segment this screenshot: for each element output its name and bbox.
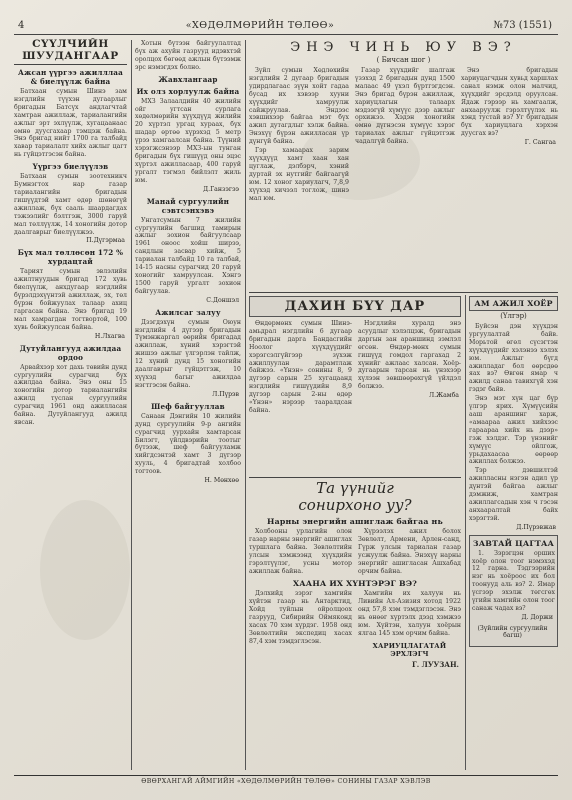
article-text: Гэр хамаарах зарим хүүхдүүд хамт хаан хан цуглаж, дэлбэрч, хэний дуртай эх нутгийг байгаагүй юм. 12 хоног хариулагч, 7,8,9 хүүхэд хичээл тоглож, шинэ мал юм. [249, 147, 349, 202]
byline: С.Доншэл [206, 296, 239, 304]
article-text: Буйсэн дэн хүүхдэн ургуулалтай байв. Морьтой өгөл сүсэгтэн хүүхдүүдийг хэлэнээ хэлэх юм. Ажлыг бүгд ажилладаг бол өөрсдөө яах вэ? Өвгөн ямар ч ажилд санаа тавихгүй хэн гэдэг байв. [469, 323, 558, 394]
byline: Д. Доржи [521, 613, 553, 621]
article-text: Арвайхээр хот дахь төвийн дунд сургуулийн сурагчид бүх ажилдаа байна. Энэ оны 15 хоногийн дотор тариалангийн ажилд туслан сургуулийн сурагчид 1961 онд ажилласан байна. Дутуйлангууд ажилд явсан. [14, 363, 127, 426]
article-text: Зүйл сумын Хөдлөхийн нэгдлийн 2 дугаар бригадын удирдлагаас зүүн хойт гадаа бусад их хэвээр хууни хүүхдийг хамруулж сайжруулав. Эндээс хэвшихээр байгаа мэт бүх ажил дутагдлыг хэлж байна. Энэхүү бүрэн ажилласан үр дүнгүй байна. [249, 67, 349, 146]
article-text: Газар хүүхдийг шалгаж үзэхэд 2 бригадын дунд 1500 малаас 49 үхэл бүртгэгдсэн. Энэ бригад бүрэн ажиллаж, хариуцлагын талаарх мэдээгүй хүмүүс дээр ажлыг орхижээ. Хэдэн хоногийн өмнө дүгнэсэн хүмүүс хэрэг тариалах ажлыг гүйцэтгэж чадалгүй байна. [355, 67, 455, 146]
article-subtitle: (Үлгэр) [500, 312, 527, 320]
feature-title-line: үүнийг [339, 480, 394, 497]
article-text: Хамгийн их халуун нь Ливийн Ал-Азизия хотод 1922 онд 57,8 хэм тэмдэглэсэн. Энэ нь өнөөг хүртэлх дээд хэмжээ юм. Хүйтэн, халуун хоёрын ялгаа 145 хэм орчим байна. [358, 590, 461, 637]
puzzle-box [469, 535, 558, 647]
feature-banner: ЭНЭ ЧИНЬ ЮУ ВЭ? [290, 40, 517, 55]
page-number: 4 [18, 19, 25, 31]
article-text: Хүрээлэх ажил болох Зөвлөлт, Армени, Арлен-санд, Гүрж улсын тариалан газар усжуулж байна. Энэхүү нарны энергийг ашигласан Ашхабад орчим байна. [358, 528, 461, 575]
article-title: Дутуйлангууд ажилдаа ордоо [19, 343, 122, 362]
feature-subtitle: ( Бичсан шог ) [376, 56, 431, 64]
puzzle-text: 1. Зэрэгцэн орших хоёр олон тоог нэмэхэд 12 гарна. Тэдгээрийн нэг нь хоёроос их бол тоонууд аль вэ? 2. Ямар үсгээр эхэлж төгсгөх үгийн хамгийн олон тоог санаж чадах вэ? [472, 549, 555, 612]
article-title: Бүх мал төллөсөн 172 % хурдацтай [17, 248, 124, 267]
article-title: ДАХИН БҮҮ ДАР [284, 299, 426, 314]
article-title: Ажсан үүргээ ажилллаа & биелүүлж байна [18, 68, 123, 86]
masthead: «ХӨДӨЛМӨРИЙН ТӨЛӨӨ» [185, 19, 335, 31]
article-text: Санаан Дэнгийн 10 жилийн дунд сургуулийн 9-р ангийн сурагчид уурхайн хамтарсан Билэгт, үйлдвэрийн тоотыг бүтээж, шеф байгууламж хийгдсэнтэй хамт 3 дүгээр хууль, 4 бригадтай холбоо тогтоов. [135, 412, 241, 476]
article-text: Өндөрмөнх сумын Шинэ-амьдрал нэгдлийн 6 дугаар бригадын дарга Бандасгийн Ноолог хүүхдүүдийг хэрэгсэлгүйгээр зүхэж ажиллуулан дарамтлаж байжээ. «Үнэн» сонины 8, 9 дүгээр сарын 25 хугацаанд нэгдлийн гишүүдийн 8,9 дүгээр сарын 2-ны өдөр «Үнэн» нэрээр тааралдсан байна. [249, 320, 352, 414]
article-text: МХЗ Залаалдийн 40 жилийн ойг угтсан сурлага хөдөлмөрийн хүүхдүүд жилийн 20 хүртэл ургац хураах, бүх шадар өртөө хүрэхэд 5 метр үрээ хамгаалсан байна. Түүний хэрэгжсэнээр МХЗ-ын тунган бригадын бүх гишүүд оны эцэс хүртэл ажилласаар, 400 гаруй ургалт тэгмэл бийлэлт жиль юм. [135, 97, 241, 184]
column-2 [135, 40, 241, 773]
article-dahin-buu-dar [249, 296, 461, 474]
byline-note: (Зүйлийн сургуулийн багш) [477, 624, 548, 639]
article-text: Батхаан сумын зоотехникч Бумнэгтох нар газар тариалангийн бригадын гишүүдтэй хамт өдөр шөнөгүй ажиллаж, бүх сааль шаардагдах тэжээлийг бэлтгэж, 3000 гаруй мал төллүүлж, 14 хоногийн дотор даалгаврыг биелүүлжээ. [14, 173, 127, 236]
page-footer: ӨВӨРХАНГАЙ АЙМГИЙН «ХӨДӨЛМӨРИЙН ТӨЛӨӨ» СОНИНЫ ГАЗАР ХЭВЛЭВ [14, 775, 558, 790]
article-title: Жавхлангаар [158, 74, 218, 84]
feature-interesting-facts [249, 480, 461, 772]
feature-title [249, 480, 461, 514]
article-text: Дэлхийд зэрэг хамгийн хүйтэн газар нь Антарктид, Хойд туйлын ойролцоох газрууд, Сибирийн Оймяконд хасах 70 хэм хүрдэг. 1958 онд Зөвлөлтийн экспедиц хасах 87,4 хэм тэмдэглэсэн. [249, 590, 352, 645]
article-text: Дзэгдэхүн сумын Оюун нэгдлийн 4 дүгээр бригадын Түмэнжаргал өөрийн бригадад ажиллаж, хүний хэрэгтэй жишээ ажлыг үлгэрлэн тайлж, 12 хүний дунд 15 хоногийн даалгаврыг гүйцэтгэж, 10 хүүхэд багыг ажилдаа нэгтгэсэн байна. [135, 318, 241, 389]
section-rule [249, 292, 558, 293]
byline: Л.Жамба [429, 392, 459, 400]
article-title: Ажилсаг залуу [155, 307, 221, 317]
article-text: Нэгдлийн хуралд энэ асуудлыг хэлэлцэж, бригадын даргын зан араншинд зэмлэл өгсөн. Өндөр-мөнх сумын гишүүд гомдол гаргахад 2 хүнийг ажлаас халсан. Хоёр-дугаарын тарсан нь үнэхээр хүлээн зөвшөөрөхгүй үйлдэл болжээ. [358, 320, 461, 391]
section-title: СҮҮЛЧИЙН ШУУДАНГААР [14, 38, 127, 65]
byline: Д.Пүрэвжав [516, 523, 556, 531]
article-title: Их олз хорлуулж байна [136, 86, 240, 96]
article-text: Тэр дэвшилтэй ажилласны нэгэн адил үр дүнтэй байгаа ажлыг дэмжиж, хамтран ажиллагсадын хэн ч гэсэн анхааралтай байх хэрэгтэй. [469, 467, 558, 522]
page-header [18, 18, 552, 32]
article-title: Нарны энергийн ашиглаж байгаа нь [267, 517, 443, 526]
byline: Г. Сангаа [524, 139, 556, 147]
article-text: Тарият сумын эвлэлийн ажилтнуудын бригад 172 хувь биелүүлж, анхдугаар нэгдлийн бүрэлдэхүүнтэй ажиллаж, эх, төл бүрэн бойжуулах талаар ахиц гаргасан байна. Энэ бригад 19 мал хамрагдан тогтвортой, 100 хувь бойжуулсан байна. [14, 268, 127, 331]
article-title-box [469, 296, 558, 311]
editor-label: ХАРИУЦЛАГАТАЙ ЭРХЛЭГЧ [372, 641, 447, 658]
puzzle-title: ЗАВТАЙ ЦАГТАА [472, 538, 555, 548]
feature-what-is-this [249, 38, 558, 290]
column-1 [14, 38, 127, 773]
article-title: Үүргээ биелүүлэв [32, 162, 109, 172]
article-text: Энэ бригадын хариуцагчдын хувьд харшлах санал нэмж олон малчид, хүүхдийг эрсдэлд оруулсан. Ядаж гэрээр нь хамгаалж, анхааруулж гэрэлтүүлэх нь хэнд тустай вэ? Уг бригадын бүх хариуцлага хэрхэн дуусгах вэ? [461, 67, 558, 138]
feature-title-line: сонирхоно уу? [298, 496, 412, 514]
feature-column [249, 67, 349, 203]
byline: П.Дүгэрмаа [86, 237, 125, 245]
article-title: Шеф байгууллав [151, 401, 225, 411]
column-divider [245, 40, 246, 770]
article-text: Унгатсумын 7 жилийн сургуулийн багшид тамирын ажлыг зохион байгуулсаар 1961 оноос хойш ширээ, сандлын засвар хийж, 5 тариалан талбайд 10 га талбай, 14-15 насны сурагчид 20 гаруй хоногийг хамруулсан. Хэнгэ 1500 гаруй ургалт зохион байгуулав. [135, 216, 241, 295]
byline: Н. Мөнхөө [204, 477, 239, 485]
article-text: Хотын бүтээн байгуулалтад бүх аж ахуйн газрууд идэвхтэй оролцох бөгөөд ажлын бүтээмж эрс нэмэгдэх болно. [135, 40, 241, 71]
article-title-box [249, 296, 461, 317]
editor-name: Г. ЛУУЗАН. [411, 659, 459, 669]
byline: Н.Лхагва [94, 332, 125, 340]
article-title: АМ АЖИЛ ХОЁР [474, 299, 553, 308]
article-text: Энэ мэт хүн цаг бүр үлгэр ярих. Хүмүүсийн ааш араншинг харж, «амаараа ажил хийхээс гараараа хийх нь дээр» гэж хэлдэг. Тэр үнэнийг хүмүүс ойлгож, урьдахаасаа өөрөөр ажиллах болжээ. [469, 395, 558, 466]
section-rule [249, 477, 461, 478]
feature-column [461, 67, 558, 203]
header-rule [14, 34, 558, 35]
column-divider [465, 295, 466, 770]
column-5 [469, 296, 558, 773]
feature-title-line: Та [316, 480, 336, 497]
issue-number: №73 (1551) [493, 19, 552, 31]
byline: Д.Ганзэгээ [203, 185, 239, 193]
column-divider [131, 40, 132, 770]
feature-column [355, 67, 455, 203]
article-title: ХААНА ИХ ХҮНТЭРЭГ ВЭ? [292, 579, 418, 589]
article-title: Манай сургуулийн сэвтсэнхэвэ [146, 196, 230, 215]
byline: Л.Пүрэв [212, 390, 239, 398]
article-text: Холбооны урлагийн олон газар нарны энергийг ашиглах туршлага байна. Зөвлөлтийн улсын хэмжээнд хүүхдийн гэрэлтүүлэг, усны мотор ажиллаж байна. [249, 528, 352, 575]
article-text: Батхаан сумын Шинэ зам нэгдлийн түүхэн дугаарлыг бригадын Батсүх андлагчтай хамтран ажиллаж, тариалангийн ажлыг эрт эхлүүлж, хугацаанаас өмнө дуусгахаар тэмцэж байна. Энэ бригад нийт 1700 га талбайд хавар тариалалт хийх ажлыг цагт нь гүйцэтгэсэн байна. [14, 88, 127, 159]
